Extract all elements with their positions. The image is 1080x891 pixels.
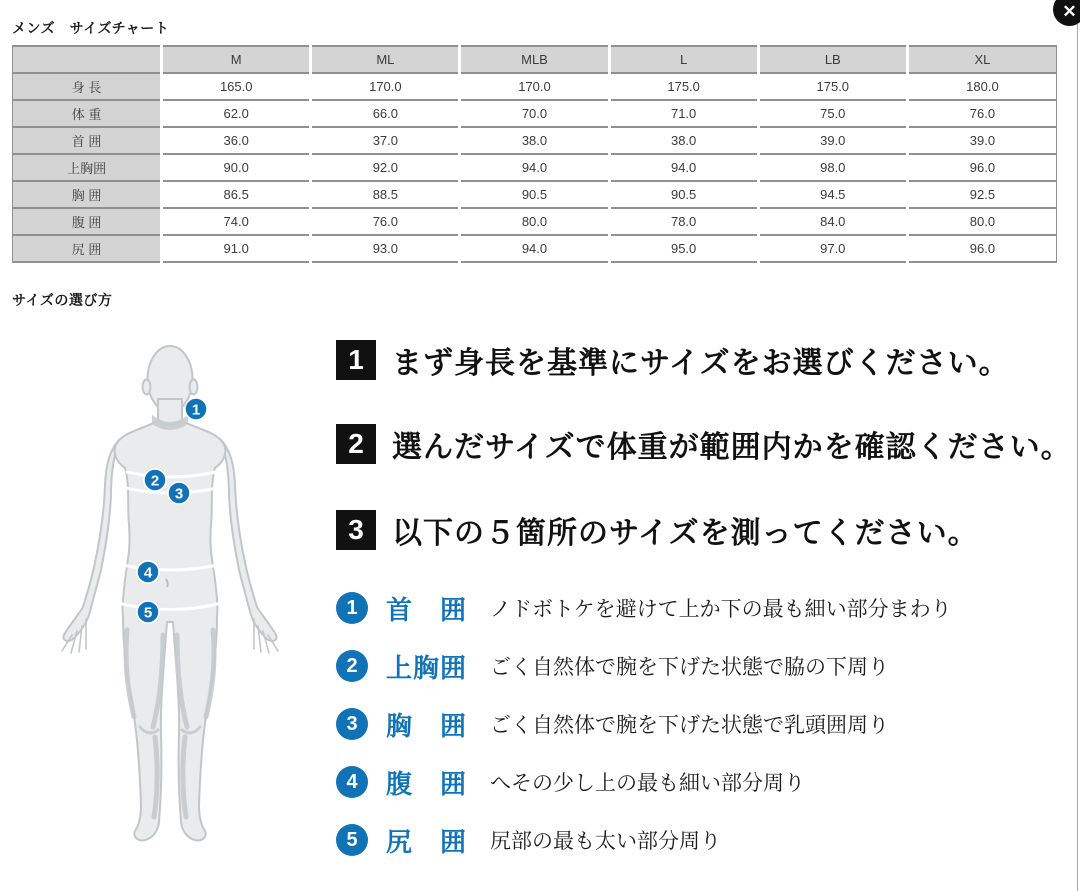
right-arm-shape: [220, 439, 277, 641]
size-value-cell: 95.0: [609, 235, 758, 262]
size-instructions: [336, 338, 1074, 882]
section-title-size-guide: サイズの選び方: [12, 292, 113, 308]
size-value-cell: 62.0: [162, 100, 311, 127]
size-value-cell: 71.0: [609, 100, 758, 127]
size-value-cell: 38.0: [609, 127, 758, 154]
size-value-cell: 91.0: [162, 235, 311, 262]
size-value-cell: 98.0: [758, 154, 907, 181]
measurement-number-badge: 3: [336, 708, 368, 740]
step-text: まず身長を基準にサイズをお選びください。: [392, 347, 1010, 380]
step-text: 以下の５箇所のサイズを測ってください。: [392, 517, 979, 550]
measurement-item-5: [336, 824, 1074, 856]
figure-marker-number: 2: [150, 472, 160, 490]
page-title: メンズ サイズチャート: [12, 20, 170, 36]
left-arm-shape: [63, 439, 120, 641]
size-value-cell: 90.0: [162, 154, 311, 181]
row-label: 胸 囲: [13, 181, 162, 208]
table-row: [13, 208, 1057, 235]
figure-marker-number: 1: [191, 401, 201, 419]
torso-legs-shape: [115, 421, 226, 840]
size-value-cell: 66.0: [311, 100, 460, 127]
size-value-cell: 96.0: [907, 154, 1056, 181]
size-value-cell: 180.0: [907, 73, 1056, 100]
column-header-m: M: [162, 46, 311, 73]
size-value-cell: 94.0: [460, 154, 609, 181]
measurement-item-4: [336, 766, 1074, 798]
size-value-cell: 80.0: [907, 208, 1056, 235]
size-value-cell: 80.0: [460, 208, 609, 235]
step-number-badge: 1: [336, 340, 376, 380]
step-number-badge: 2: [336, 424, 376, 464]
step-3: [336, 508, 1074, 552]
body-measurement-figure: [20, 335, 320, 880]
step-2: [336, 422, 1074, 466]
size-value-cell: 39.0: [907, 127, 1056, 154]
figure-marker-number: 3: [174, 485, 184, 503]
size-value-cell: 175.0: [609, 73, 758, 100]
size-value-cell: 76.0: [907, 100, 1056, 127]
size-value-cell: 90.5: [460, 181, 609, 208]
step-1: [336, 338, 1074, 382]
size-table: [12, 45, 1057, 263]
size-value-cell: 94.5: [758, 181, 907, 208]
body-silhouette-icon: [20, 335, 320, 880]
table-row: [13, 127, 1057, 154]
panel-right-border: [1077, 24, 1078, 891]
size-value-cell: 93.0: [311, 235, 460, 262]
size-value-cell: 78.0: [609, 208, 758, 235]
measurement-number-badge: 1: [336, 592, 368, 624]
size-value-cell: 90.5: [609, 181, 758, 208]
measurement-item-2: [336, 650, 1074, 682]
measurement-item-1: [336, 592, 1074, 624]
row-label: 上胸囲: [13, 154, 162, 181]
measurements: [336, 592, 1074, 856]
measurement-label: 首 囲: [386, 594, 468, 625]
steps: [336, 338, 1074, 552]
step-number-badge: 3: [336, 510, 376, 550]
size-table-body: [13, 73, 1057, 262]
size-value-cell: 175.0: [758, 73, 907, 100]
measurement-description: ごく自然体で腕を下げた状態で脇の下周り: [490, 656, 889, 679]
size-value-cell: 96.0: [907, 235, 1056, 262]
size-value-cell: 97.0: [758, 235, 907, 262]
size-value-cell: 75.0: [758, 100, 907, 127]
measurement-description: 尻部の最も太い部分周り: [490, 830, 721, 853]
row-label: 体 重: [13, 100, 162, 127]
size-value-cell: 38.0: [460, 127, 609, 154]
table-row: [13, 100, 1057, 127]
column-header-xl: XL: [907, 46, 1056, 73]
table-row: [13, 235, 1057, 262]
size-value-cell: 92.5: [907, 181, 1056, 208]
close-button[interactable]: [1053, 0, 1080, 26]
column-header-mlb: MLB: [460, 46, 609, 73]
row-label: 腹 囲: [13, 208, 162, 235]
table-row: [13, 181, 1057, 208]
size-value-cell: 170.0: [311, 73, 460, 100]
measurement-label: 胸 囲: [386, 710, 468, 741]
size-value-cell: 165.0: [162, 73, 311, 100]
measurement-label: 尻 囲: [386, 826, 468, 857]
column-header-l: L: [609, 46, 758, 73]
row-label: 尻 囲: [13, 235, 162, 262]
size-value-cell: 70.0: [460, 100, 609, 127]
measurement-description: ごく自然体で腕を下げた状態で乳頭囲周り: [490, 714, 889, 737]
size-value-cell: 36.0: [162, 127, 311, 154]
row-label: 身 長: [13, 73, 162, 100]
size-value-cell: 88.5: [311, 181, 460, 208]
measurement-item-3: [336, 708, 1074, 740]
column-header-lb: LB: [758, 46, 907, 73]
measurement-number-badge: 2: [336, 650, 368, 682]
table-row: [13, 154, 1057, 181]
size-table-header-row: [13, 46, 1057, 73]
column-header-ml: ML: [311, 46, 460, 73]
size-value-cell: 170.0: [460, 73, 609, 100]
measurement-number-badge: 4: [336, 766, 368, 798]
size-value-cell: 84.0: [758, 208, 907, 235]
size-value-cell: 94.0: [460, 235, 609, 262]
measurement-description: ノドボトケを避けて上か下の最も細い部分まわり: [490, 598, 952, 621]
measurement-label: 腹 囲: [386, 768, 468, 799]
size-value-cell: 92.0: [311, 154, 460, 181]
table-row: [13, 73, 1057, 100]
figure-marker-number: 4: [143, 564, 153, 582]
size-value-cell: 37.0: [311, 127, 460, 154]
step-text: 選んだサイズで体重が範囲内かを確認ください。: [392, 431, 1072, 464]
measurement-number-badge: 5: [336, 824, 368, 856]
size-value-cell: 74.0: [162, 208, 311, 235]
close-icon: ✕: [1062, 2, 1077, 21]
size-value-cell: 86.5: [162, 181, 311, 208]
size-value-cell: 94.0: [609, 154, 758, 181]
figure-marker-number: 5: [143, 604, 153, 622]
measurement-description: へその少し上の最も細い部分周り: [490, 772, 805, 795]
row-label: 首 囲: [13, 127, 162, 154]
size-table-corner-cell: [13, 46, 162, 73]
size-value-cell: 76.0: [311, 208, 460, 235]
measurement-label: 上胸囲: [386, 652, 468, 683]
size-value-cell: 39.0: [758, 127, 907, 154]
